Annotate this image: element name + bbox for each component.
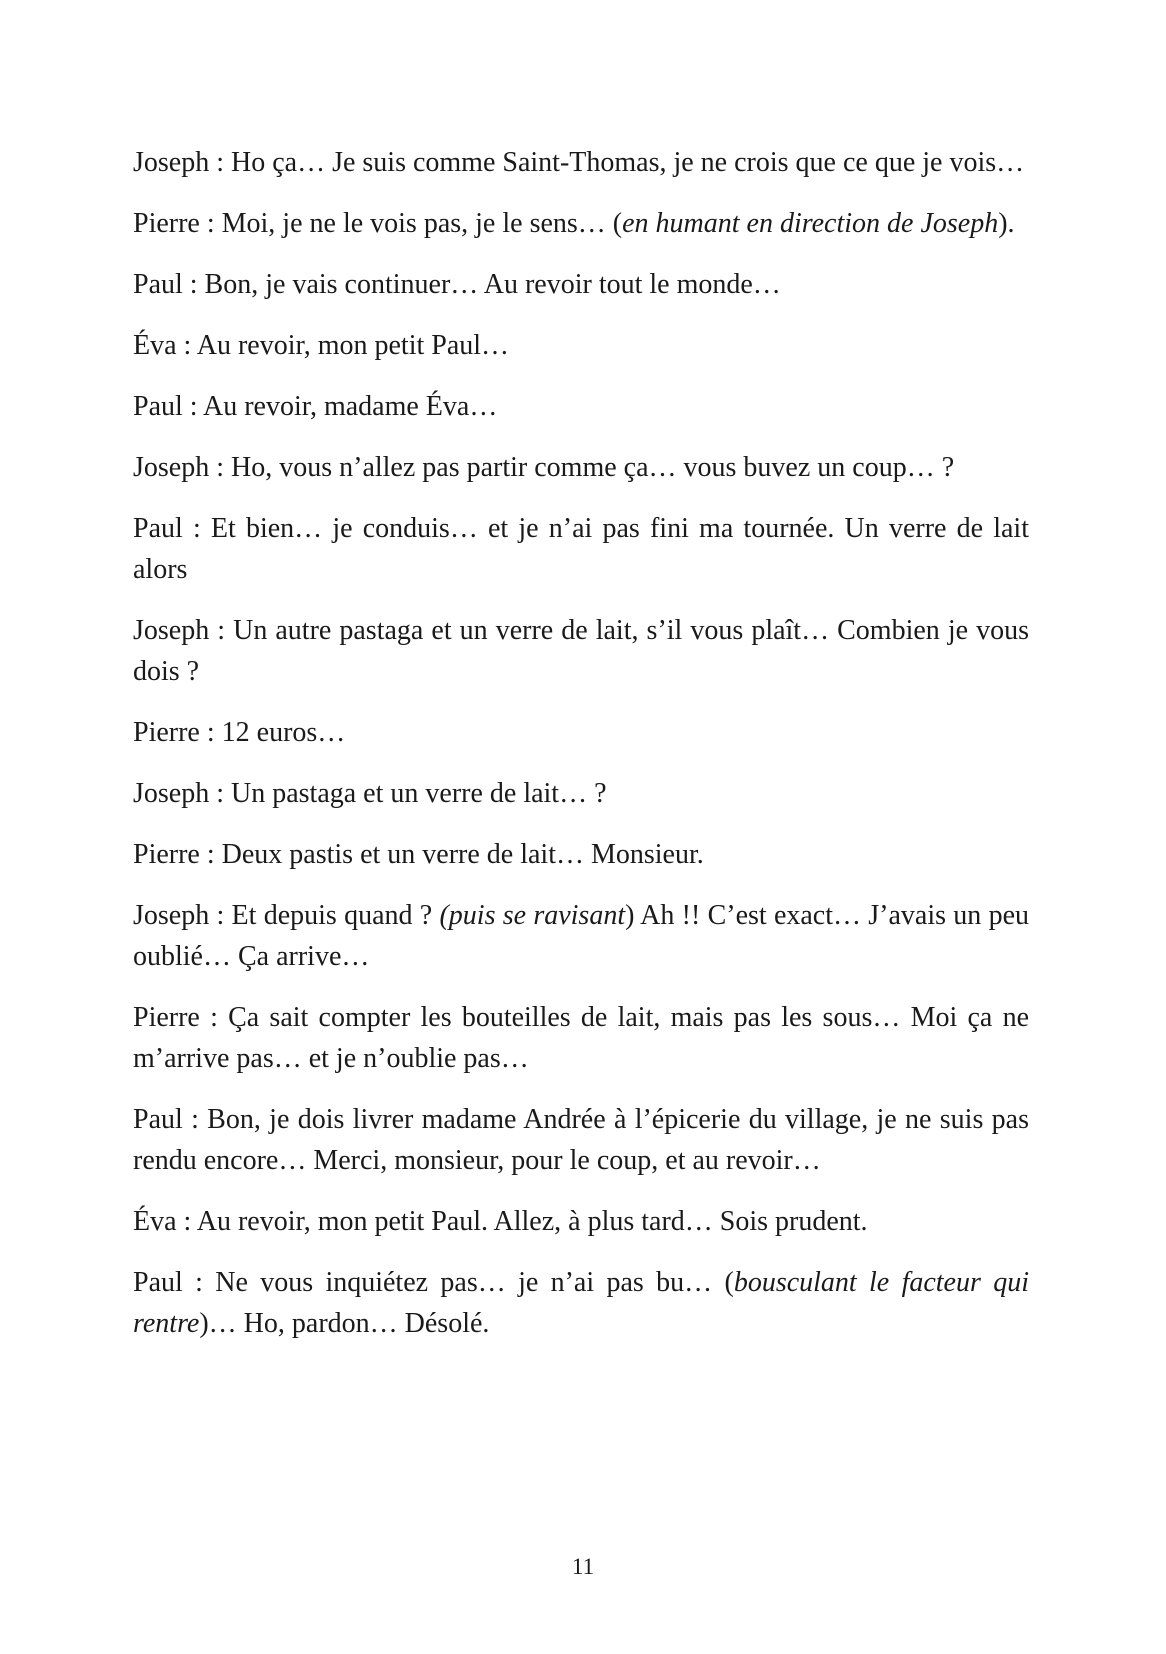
dialogue-text: Pierre : 12 euros… [133,717,346,748]
dialogue-line [133,773,1029,814]
dialogue-line [133,610,1029,692]
dialogue-line [133,264,1029,305]
dialogue-text: Pierre : Moi, je ne le vois pas, je le sens… ( [133,208,623,239]
dialogue-text: Éva : Au revoir, mon petit Paul… [133,330,510,361]
dialogue-text: )… Ho, pardon… Désolé. [199,1308,490,1339]
dialogue-line [133,508,1029,590]
dialogue-line [133,447,1029,488]
dialogue-line [133,1099,1029,1181]
dialogue-text: ) Ah !! C’est exact… J’avais un peu oublié… Ça arrive… [133,900,1030,972]
dialogue-line [133,386,1029,427]
stage-direction: bousculant le facteur qui rentre [133,1267,1030,1339]
dialogue-line [133,997,1029,1079]
dialogue-text: Joseph : Ho, vous n’allez pas partir comme ça… vous buvez un coup… ? [133,452,955,483]
dialogue-text: Pierre : Deux pastis et un verre de lait… Monsieur. [133,839,704,870]
dialogue-text: Joseph : Et depuis quand ? [133,900,440,931]
stage-direction: (puis se ravisant [439,900,626,931]
dialogue-text: Joseph : Un pastaga et un verre de lait… ? [133,778,607,809]
dialogue-text: Paul : Bon, je dois livrer madame Andrée à l’épicerie du village, je ne suis pas rendu encore… Merci, monsieur, pour le coup, et au revoir… [133,1104,1029,1176]
dialogue-text: ). [998,208,1015,239]
dialogue-text: Paul : Au revoir, madame Éva… [133,391,498,422]
document-body [133,142,1029,1364]
page-number: 11 [571,1554,595,1579]
dialogue-line [133,325,1029,366]
dialogue-line [133,1262,1029,1344]
stage-direction: en humant en direction de Joseph [622,208,999,239]
dialogue-text: Pierre : Ça sait compter les bouteilles de lait, mais pas les sous… Moi ça ne m’arrive pas… et je n’oublie pas… [133,1002,1029,1074]
dialogue-line [133,142,1029,183]
dialogue-text: Paul : Ne vous inquiétez pas… je n’ai pas bu… ( [133,1267,734,1298]
dialogue-line [133,895,1029,977]
dialogue-text: Paul : Et bien… je conduis… et je n’ai pas fini ma tournée. Un verre de lait alors [133,513,1029,585]
dialogue-text: Éva : Au revoir, mon petit Paul. Allez, à plus tard… Sois prudent. [133,1206,868,1237]
dialogue-line [133,203,1029,244]
dialogue-line [133,834,1029,875]
dialogue-text: Joseph : Ho ça… Je suis comme Saint-Thomas, je ne crois que ce que je vois… [133,147,1025,178]
dialogue-line [133,1201,1029,1242]
dialogue-text: Joseph : Un autre pastaga et un verre de lait, s’il vous plaît… Combien je vous dois ? [133,615,1029,687]
dialogue-line [133,712,1029,753]
dialogue-text: Paul : Bon, je vais continuer… Au revoir tout le monde… [133,269,781,300]
